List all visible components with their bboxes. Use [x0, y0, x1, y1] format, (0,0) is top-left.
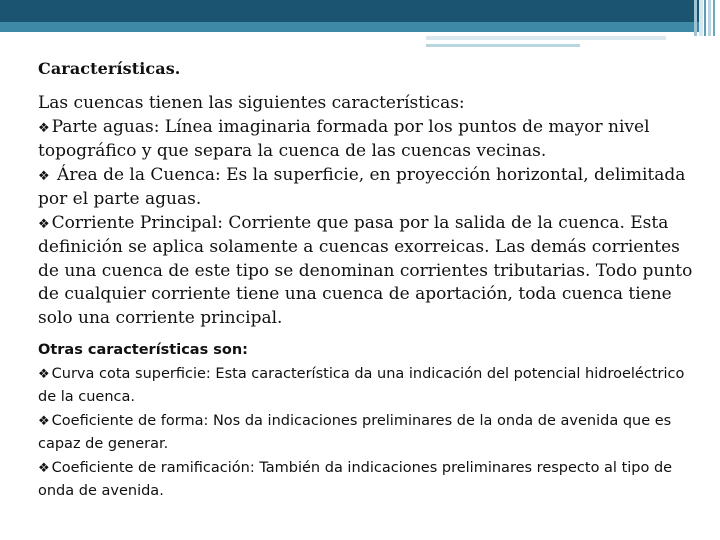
list-item [38, 212, 698, 331]
header-band-dark [0, 0, 700, 22]
diamond-bullet-icon: ❖ [38, 366, 50, 382]
list-item-text: Curva cota superficie: Esta característica da una indicación del potencial hidroeléctrico de la cuenca. [38, 365, 685, 405]
header-stripe [713, 0, 715, 36]
slide-content [38, 58, 698, 504]
list-item-text: Coeficiente de ramificación: También da indicaciones preliminares respecto al tipo de onda de avenida. [38, 459, 673, 499]
section-heading: Características. [38, 59, 181, 78]
diamond-bullet-icon: ❖ [38, 413, 50, 429]
list-item [38, 457, 698, 504]
list-item [38, 116, 698, 164]
header-stripe [699, 0, 703, 36]
list-item-text: Corriente Principal: Corriente que pasa por la salida de la cuenca. Esta definición se aplica solamente a cuencas exorreicas. Las demás corrientes de una cuenca de este tipo se denominan corrientes tributarias. Todo punto de cualquier corriente tiene una cuenca de aportación, toda cuenca tiene solo una corriente principal. [38, 212, 693, 328]
list-item [38, 363, 698, 410]
list-item-text: Área de la Cuenca: Es la superficie, en proyección horizontal, delimitada por el parte aguas. [38, 164, 686, 209]
list-item [38, 410, 698, 457]
list-item-text: Parte aguas: Línea imaginaria formada por los puntos de mayor nivel topográfico y que separa la cuenca de las cuencas vecinas. [38, 116, 650, 161]
intro-text: Las cuencas tienen las siguientes características: [38, 93, 465, 113]
diamond-bullet-icon: ❖ [38, 168, 50, 184]
header-accent-line [426, 44, 580, 47]
diamond-bullet-icon: ❖ [38, 120, 50, 136]
diamond-bullet-icon: ❖ [38, 216, 50, 232]
characteristics-block [38, 92, 698, 330]
header-stripe [708, 0, 711, 36]
other-characteristics-block [38, 339, 698, 504]
header-stripe [704, 0, 706, 36]
header-accent-line [426, 36, 666, 40]
list-item-text: Coeficiente de forma: Nos da indicaciones preliminares de la onda de avenida que es capaz de generar. [38, 412, 672, 452]
header-bar [0, 0, 720, 36]
header-stripe [694, 0, 697, 36]
list-item [38, 164, 698, 212]
diamond-bullet-icon: ❖ [38, 460, 50, 476]
header-band-teal [0, 22, 700, 32]
other-heading: Otras características son: [38, 342, 248, 358]
